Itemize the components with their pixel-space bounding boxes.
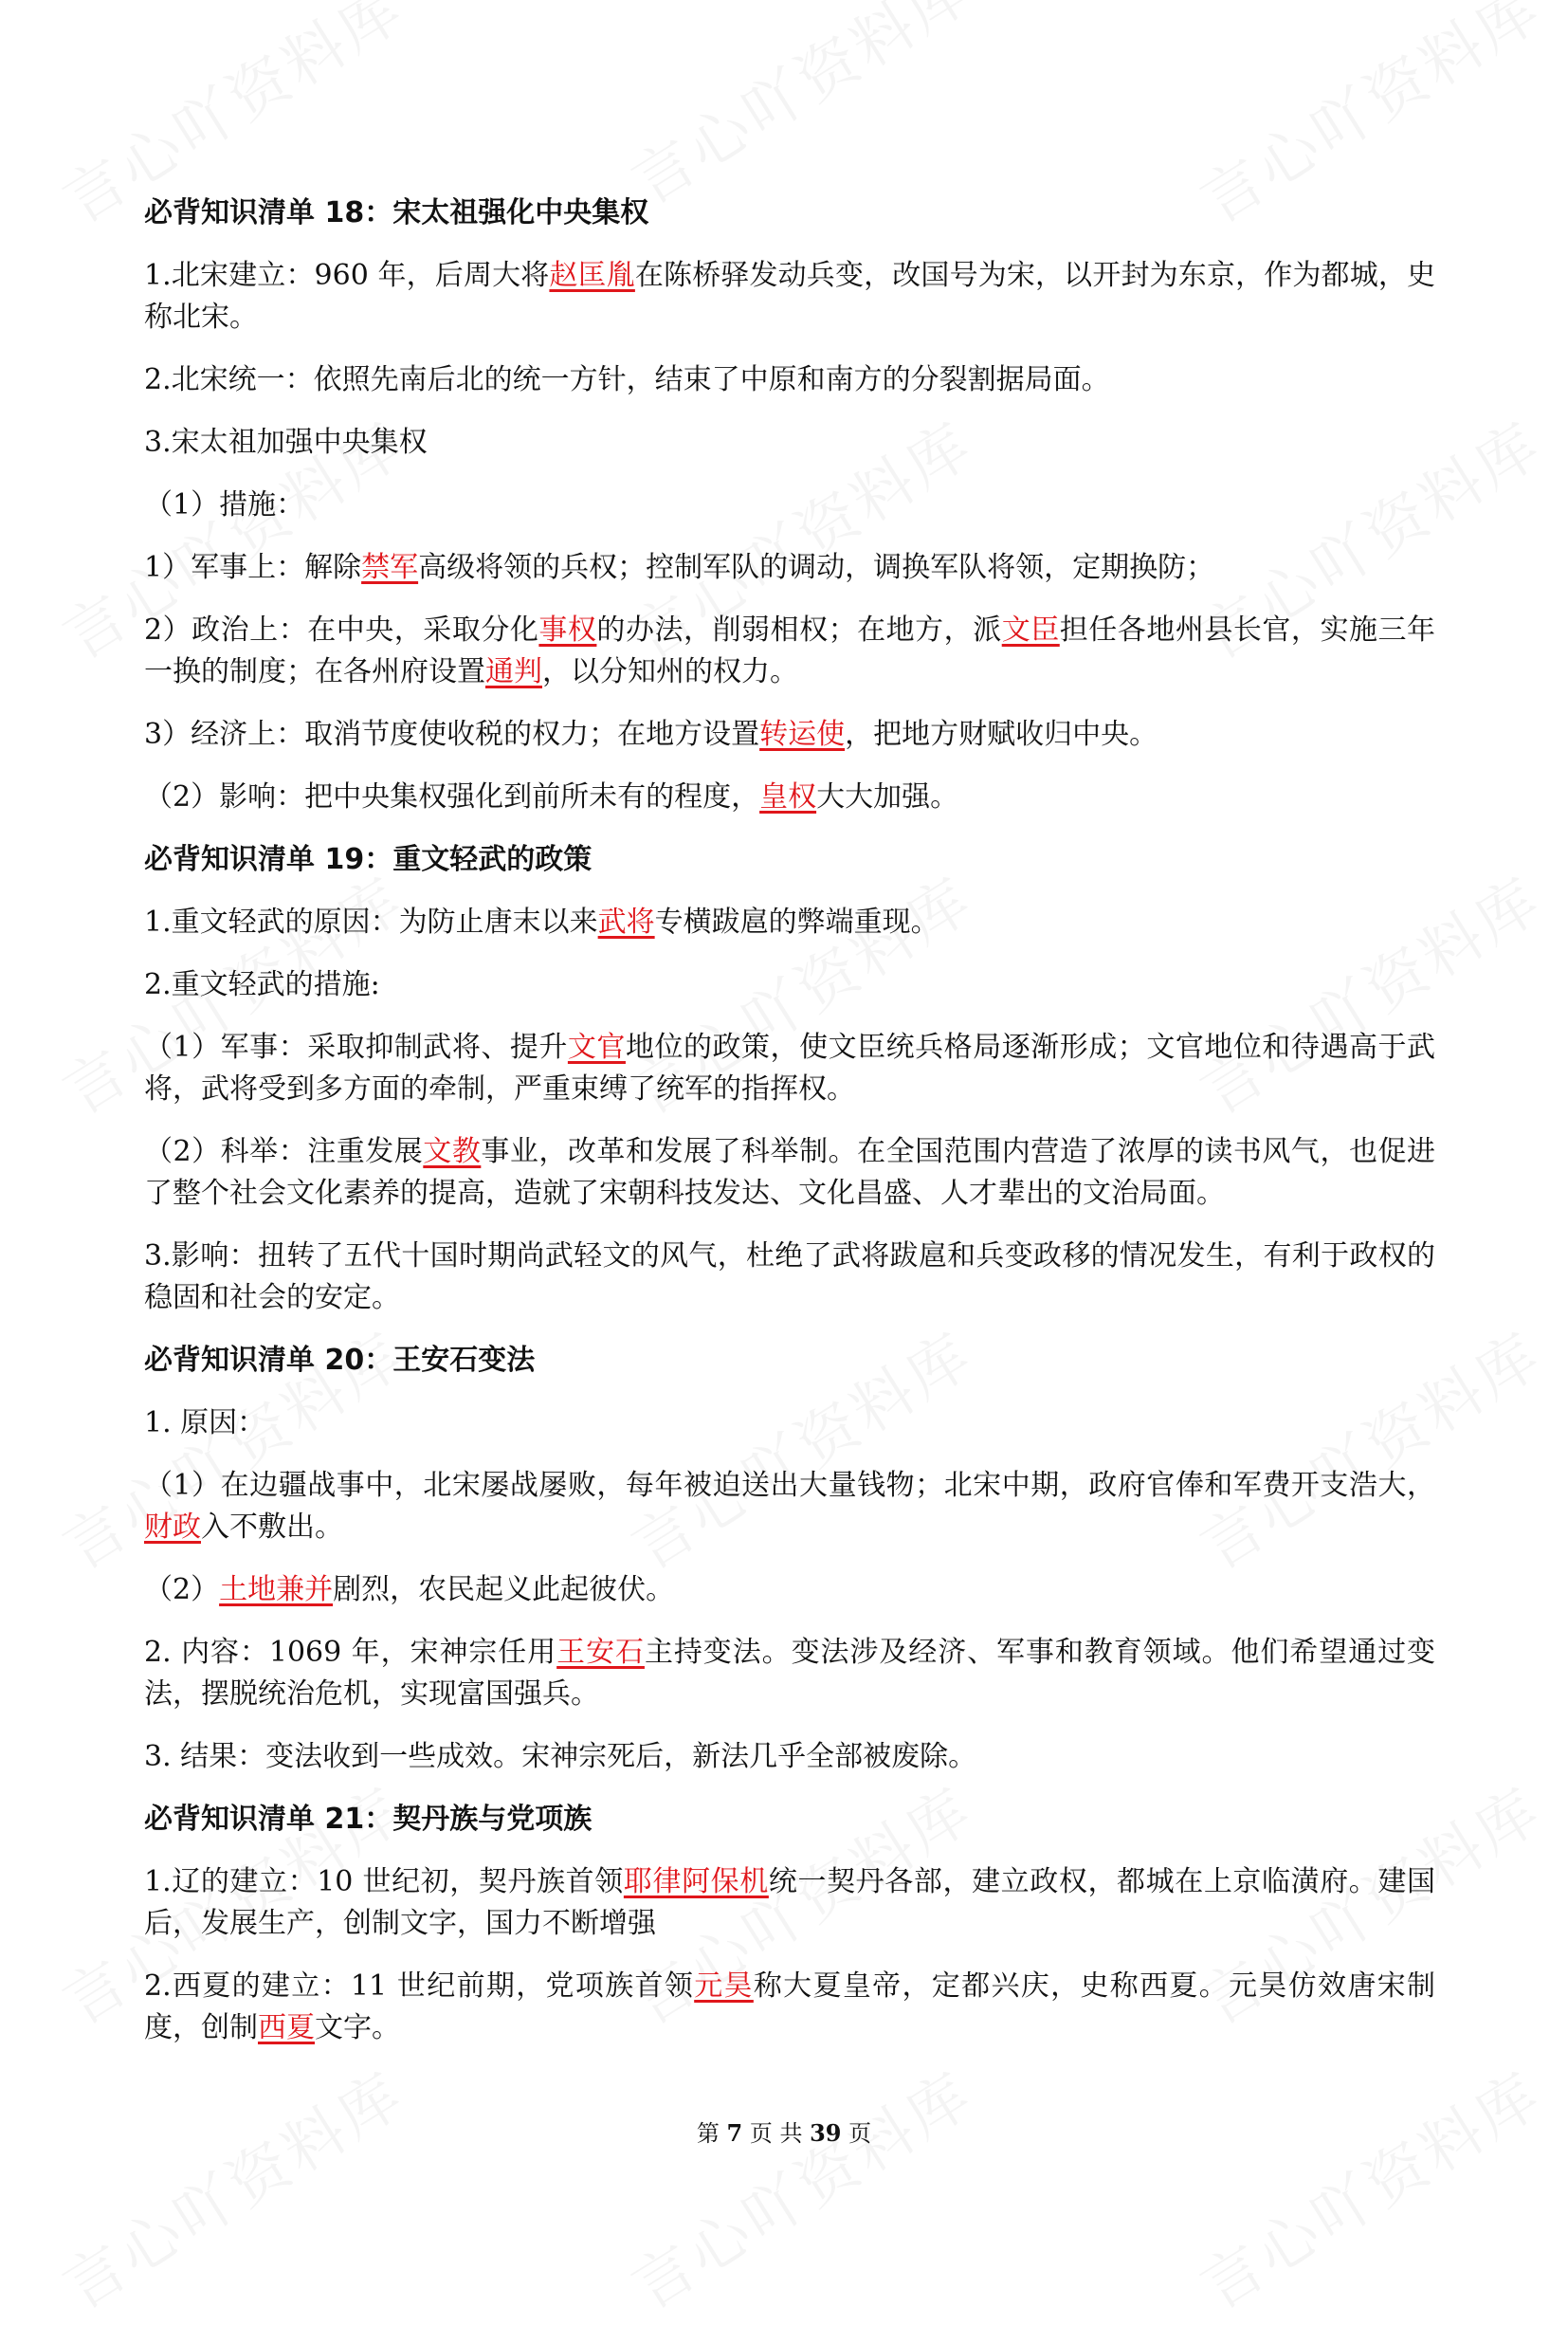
- text-run: 剧烈，农民起义此起彼伏。: [333, 1573, 675, 1606]
- text-run: 2.西夏的建立：11 世纪前期，党项族首领: [144, 1969, 695, 2003]
- key-term: 西夏: [258, 2011, 315, 2044]
- paragraph: [144, 610, 1435, 693]
- text-run: 2.北宋统一：依照先南后北的统一方针，结束了中原和南方的分裂割据局面。: [144, 363, 1110, 396]
- text-run: 1.辽的建立：10 世纪初，契丹族首领: [144, 1865, 624, 1898]
- text-run: 2. 内容：1069 年，宋神宗任用: [144, 1636, 557, 1669]
- footer-prefix: 第: [696, 2120, 720, 2147]
- paragraph: [144, 777, 1435, 818]
- page-footer: [0, 2115, 1568, 2148]
- text-run: 事业，改革和发展了科举制。在全国范围内营造了浓厚的读书风气，也促进了整个社会文化素养的提高，造就了宋朝科技发达、文化昌盛、人才辈出的文治局面。: [144, 1135, 1436, 1210]
- text-run: 1.北宋建立：960 年，后周大将: [144, 259, 550, 292]
- text-run: 地位的政策，使文臣统兵格局逐渐形成；文官地位和待遇高于武将，武将受到多方面的牵制，严重束缚了统军的指挥权。: [144, 1031, 1436, 1106]
- key-term: 元昊: [694, 1969, 754, 2003]
- paragraph: [144, 1236, 1435, 1319]
- footer-middle: 页 共: [749, 2120, 803, 2147]
- text-run: 3）经济上：取消节度使收税的权力；在地方设置: [144, 718, 760, 751]
- watermark-text: [45, 2047, 419, 2326]
- text-run: 专横跋扈的弊端重现。: [654, 906, 939, 939]
- paragraph: [144, 1402, 1435, 1444]
- key-term: 武将: [597, 906, 655, 939]
- text-run: 大大加强。: [816, 780, 959, 814]
- paragraph: [144, 547, 1435, 589]
- text-run: （2）影响：把中央集权强化到前所未有的程度，: [144, 780, 760, 814]
- total-pages: 39: [810, 2119, 842, 2147]
- current-page: 7: [726, 2119, 743, 2147]
- paragraph: [144, 714, 1435, 756]
- text-run: 1. 原因：: [144, 1406, 266, 1439]
- text-run: （2）: [144, 1573, 220, 1606]
- section-heading: 必背知识清单 21：契丹族与党项族: [144, 1803, 593, 1836]
- key-term: 文臣: [1001, 614, 1060, 647]
- text-run: 3.宋太祖加强中央集权: [144, 426, 428, 459]
- paragraph: [144, 1736, 1435, 1778]
- text-run: ，以分知州的权力。: [542, 655, 798, 688]
- key-term: 王安石: [556, 1636, 645, 1669]
- text-run: 担任各地州县长官，实施三年一换的制度；在各州府设置: [144, 614, 1436, 688]
- key-term: 皇权: [759, 780, 817, 814]
- text-run: 在陈桥驿发动兵变，改国号为宋，以开封为东京，作为都城，史称北宋。: [144, 259, 1436, 334]
- text-run: 2）政治上：在中央，采取分化: [144, 614, 539, 647]
- text-run: 1.重文轻武的原因：为防止唐末以来: [144, 906, 598, 939]
- text-run: 主持变法。变法涉及经济、军事和教育领域。他们希望通过变法，摆脱统治危机，实现富国强兵。: [144, 1636, 1436, 1711]
- key-term: 财政: [144, 1511, 201, 1544]
- key-term: 文官: [567, 1031, 626, 1064]
- paragraph: [144, 964, 1435, 1006]
- key-term: 耶律阿保机: [623, 1865, 769, 1898]
- key-term: 赵匡胤: [549, 259, 635, 292]
- text-run: 统一契丹各部，建立政权，都城在上京临潢府。建国后，发展生产，创制文字，国力不断增强: [144, 1865, 1436, 1940]
- paragraph: [144, 422, 1435, 464]
- paragraph: [144, 1861, 1435, 1945]
- text-run: 3. 结果：变法收到一些成效。宋神宗死后，新法几乎全部被废除。: [144, 1740, 977, 1773]
- paragraph: [144, 359, 1435, 401]
- paragraph: [144, 902, 1435, 943]
- paragraph: [144, 1131, 1435, 1215]
- paragraph: [144, 1632, 1435, 1715]
- paragraph: [144, 1569, 1435, 1611]
- text-run: （1）在边疆战事中，北宋屡战屡败，每年被迫送出大量钱物；北宋中期，政府官俸和军费开支浩大，: [144, 1469, 1435, 1502]
- key-term: 文教: [423, 1135, 482, 1168]
- key-term: 通判: [485, 655, 542, 688]
- paragraph: [144, 1465, 1435, 1548]
- watermark-text: [613, 0, 988, 221]
- paragraph: [144, 485, 1435, 526]
- paragraph: [144, 255, 1435, 339]
- text-run: 文字。: [315, 2011, 400, 2044]
- section-heading: 必背知识清单 20：王安石变法: [144, 1344, 536, 1377]
- text-run: 称大夏皇帝，定都兴庆，史称西夏。元昊仿效唐宋制度，创制: [144, 1969, 1435, 2044]
- key-term: 土地兼并: [219, 1573, 334, 1606]
- text-run: 的办法，削弱相权；在地方，派: [596, 614, 1002, 647]
- key-term: 禁军: [361, 551, 419, 584]
- section-heading: 必背知识清单 18：宋太祖强化中央集权: [144, 196, 649, 229]
- watermark-text: [1182, 2047, 1557, 2326]
- text-run: （1）军事：采取抑制武将、提升: [144, 1031, 568, 1064]
- paragraph: [144, 1966, 1435, 2049]
- text-run: 3.影响：扭转了五代十国时期尚武轻文的风气，杜绝了武将跋扈和兵变政移的情况发生，有利于政权的稳固和社会的安定。: [144, 1239, 1435, 1314]
- text-run: 高级将领的兵权；控制军队的调动，调换军队将领，定期换防；: [418, 551, 1215, 584]
- text-run: 1）军事上：解除: [144, 551, 362, 584]
- text-run: 2.重文轻武的措施:: [144, 968, 380, 1001]
- footer-suffix: 页: [848, 2120, 872, 2147]
- key-term: 转运使: [759, 718, 846, 751]
- section-heading: 必背知识清单 19：重文轻武的政策: [144, 843, 593, 876]
- text-run: ，把地方财赋收归中央。: [845, 718, 1158, 751]
- watermark-text: [613, 2047, 988, 2326]
- text-run: （2）科举：注重发展: [144, 1135, 424, 1168]
- text-run: （1）措施：: [144, 488, 305, 522]
- key-term: 事权: [538, 614, 597, 647]
- document-body: [144, 192, 1435, 2070]
- paragraph: [144, 1027, 1435, 1110]
- text-run: 入不敷出。: [201, 1511, 343, 1544]
